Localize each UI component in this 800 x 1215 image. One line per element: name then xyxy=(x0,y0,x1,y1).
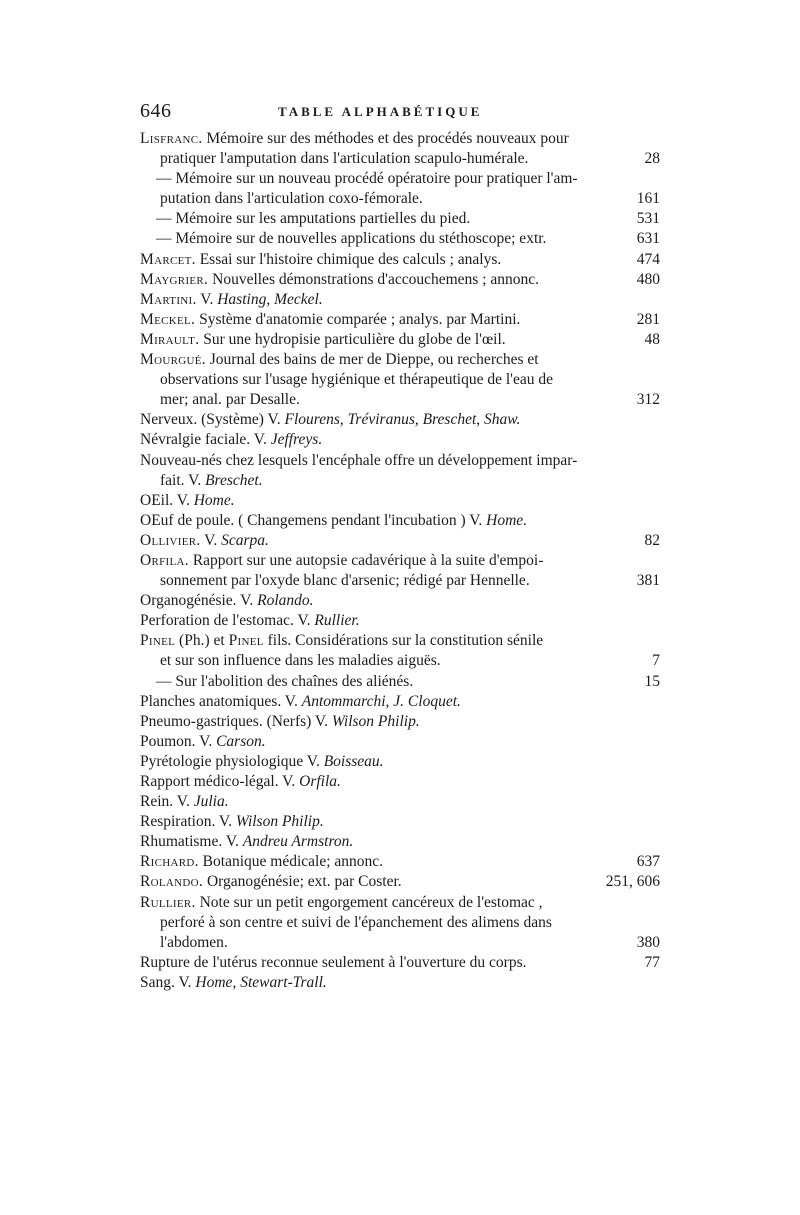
index-line-text xyxy=(160,472,263,489)
entry-text: Rupture de l'utérus reconnue seulement à l'ouverture du corps. xyxy=(140,953,527,971)
index-line-text xyxy=(140,431,322,448)
index-line-text xyxy=(140,492,235,509)
index-line xyxy=(140,692,660,712)
index-line-text xyxy=(140,331,506,348)
entry-text: Sang. V. xyxy=(140,973,196,991)
page-reference: 82 xyxy=(644,531,660,549)
entry-text: Organogénésie. V. xyxy=(140,592,258,610)
entry-reference: J. Cloquet. xyxy=(393,692,461,710)
index-line xyxy=(140,290,660,310)
index-line-text xyxy=(160,371,553,388)
index-line xyxy=(140,430,660,450)
entry-author: Rullier. xyxy=(140,893,196,911)
entry-text: Poumon. V. xyxy=(140,732,217,750)
entry-text: — Mémoire sur un nouveau procédé opératoire pour pratiquer l'am- xyxy=(156,170,578,188)
index-line xyxy=(140,651,660,671)
index-line-text xyxy=(160,150,528,167)
index-line xyxy=(140,270,660,290)
entry-text: Note sur un petit engorgement cancéreux de l'estomac , xyxy=(199,893,543,911)
entry-text: Organogénésie; ext. par Coster. xyxy=(206,873,402,891)
entry-text: Planches anatomiques. V. xyxy=(140,692,302,710)
index-line xyxy=(140,852,660,872)
index-line xyxy=(140,832,660,852)
entry-reference: Wilson Philip. xyxy=(331,712,420,730)
entry-author: Lisfranc. xyxy=(140,130,203,147)
index-line-text xyxy=(140,974,327,991)
index-line-text xyxy=(140,733,266,750)
entry-reference: Meckel. xyxy=(274,290,323,308)
index-line-text xyxy=(140,813,324,830)
entry-author: Mirault. xyxy=(140,330,200,348)
page-reference: 251, 606 xyxy=(605,873,660,891)
index-line xyxy=(140,792,660,812)
index-line xyxy=(140,129,660,149)
entry-author: Ollivier. xyxy=(140,531,201,549)
entry-text: Botanique médicale; annonc. xyxy=(202,853,384,871)
entry-reference: Flourens xyxy=(284,411,340,429)
index-line-text xyxy=(160,190,423,207)
entry-text: Névralgie faciale. V. xyxy=(140,431,271,449)
entry-reference: Breschet. xyxy=(205,471,263,489)
entry-reference: Tréviranus xyxy=(347,411,415,429)
entry-text: Système d'anatomie comparée ; analys. par Martini. xyxy=(199,310,521,328)
entry-reference: Home xyxy=(195,973,233,991)
page-reference: 474 xyxy=(636,250,660,268)
entry-text: pratiquer l'amputation dans l'articulation scapulo-humérale. xyxy=(160,150,529,168)
index-line-text xyxy=(160,391,300,408)
index-line xyxy=(140,752,660,772)
index-line-text xyxy=(156,170,578,187)
index-line xyxy=(140,330,660,350)
index-line-text xyxy=(140,853,383,870)
entry-author: Meckel. xyxy=(140,310,196,328)
entry-text: , xyxy=(232,973,241,991)
entry-text: Rapport sur une autopsie cadavérique à la suite d'empoi- xyxy=(192,551,544,569)
index-line xyxy=(140,551,660,571)
index-line-text xyxy=(140,411,520,428)
index-line xyxy=(140,491,660,511)
entry-text: V. xyxy=(200,290,218,308)
index-line-text xyxy=(140,713,420,730)
index-line xyxy=(140,410,660,430)
page-reference: 281 xyxy=(636,310,660,328)
entry-text: Perforation de l'estomac. V. xyxy=(140,612,315,630)
index-line xyxy=(140,611,660,631)
entry-reference: Orfila. xyxy=(299,773,341,790)
index-line-text xyxy=(140,452,577,469)
index-line-text xyxy=(140,311,520,328)
index-line-text xyxy=(140,291,323,308)
entry-text: Pneumo-gastriques. (Nerfs) V. xyxy=(140,712,332,730)
index-line-text xyxy=(140,592,314,609)
index-line xyxy=(140,893,660,913)
index-line xyxy=(140,872,660,892)
index-line xyxy=(140,149,660,169)
page-reference: 48 xyxy=(644,330,660,348)
page-reference: 161 xyxy=(636,190,660,208)
entry-text: Mémoire sur des méthodes et des procédés nouveaux pour xyxy=(206,130,569,147)
entry-reference: Breschet xyxy=(422,411,477,429)
index-line xyxy=(140,471,660,491)
entry-text: , xyxy=(266,290,275,308)
entry-author: Martini. xyxy=(140,290,197,308)
index-line-text xyxy=(156,210,470,227)
index-line-text xyxy=(140,251,501,268)
entry-reference: Boisseau. xyxy=(323,752,384,770)
entry-text: Pyrétologie physiologique V. xyxy=(140,752,324,770)
index-line xyxy=(140,511,660,531)
index-line xyxy=(140,310,660,330)
index-line xyxy=(140,390,660,410)
entry-text: — Sur l'abolition des chaînes des aliénés. xyxy=(156,672,414,690)
page-reference: 480 xyxy=(636,270,660,288)
page-number: 646 xyxy=(140,100,172,122)
index-line-text xyxy=(140,873,402,890)
entry-reference: Shaw. xyxy=(484,411,521,429)
entry-author: Marcet. xyxy=(140,250,196,268)
index-line xyxy=(140,350,660,370)
index-line-text xyxy=(140,773,341,790)
index-line xyxy=(140,712,660,732)
entry-text: fait. V. xyxy=(160,471,206,489)
page-reference: 631 xyxy=(636,230,660,248)
entry-text: perforé à son centre et suivi de l'épanchement des alimens dans xyxy=(160,913,552,931)
index-line-text xyxy=(160,652,441,669)
index-line xyxy=(140,953,660,973)
index-line-text xyxy=(160,914,552,931)
index-line-text xyxy=(140,954,527,971)
entry-reference: Scarpa. xyxy=(221,531,269,549)
entry-text: V. xyxy=(204,531,222,549)
entry-author: Maygrier. xyxy=(140,270,209,288)
entry-reference: Hasting xyxy=(217,290,267,308)
entry-text: OEuf de poule. ( Changemens pendant l'incubation ) V. xyxy=(140,511,487,529)
index-line xyxy=(140,772,660,792)
entry-text: Sur une hydropisie particulière du globe de l'œil. xyxy=(203,330,506,348)
entry-reference: Home. xyxy=(193,491,235,509)
index-line-text xyxy=(140,753,384,770)
page-reference: 380 xyxy=(636,933,660,951)
index-line-text xyxy=(140,632,543,649)
entry-reference: Wilson Philip. xyxy=(235,813,324,831)
entry-text: sonnement par l'oxyde blanc d'arsenic; rédigé par Hennelle. xyxy=(160,572,530,590)
entry-text: Rapport médico-légal. V. xyxy=(140,773,300,790)
page-reference: 381 xyxy=(636,572,660,590)
entry-author: Mourgué. xyxy=(140,351,206,369)
index-line xyxy=(140,531,660,551)
entry-reference: Rolando. xyxy=(257,592,314,610)
page-reference: 28 xyxy=(644,150,660,168)
entry-text: fils. Considérations sur la constitution sénile xyxy=(263,632,544,650)
entry-text: observations sur l'usage hygiénique et thérapeutique de l'eau de xyxy=(160,371,553,389)
entry-text: Respiration. V. xyxy=(140,813,236,831)
index-line-text xyxy=(140,351,539,368)
entry-reference: Jeffreys. xyxy=(270,431,323,449)
index-line-text xyxy=(160,934,228,951)
entry-reference: Home. xyxy=(486,511,528,529)
index-line-text xyxy=(140,271,539,288)
entry-author: Richard. xyxy=(140,853,199,871)
index-list xyxy=(140,129,660,993)
entry-text: Journal des bains de mer de Dieppe, ou recherches et xyxy=(209,351,539,369)
entry-text: , xyxy=(339,411,348,429)
entry-text: et sur son influence dans les maladies aiguës. xyxy=(160,652,441,670)
entry-text: Nouvelles démonstrations d'accouchemens ; annonc. xyxy=(212,270,540,288)
entry-text: Nerveux. (Système) V. xyxy=(140,411,285,429)
entry-text: (Ph.) et xyxy=(179,632,229,650)
index-line xyxy=(140,913,660,933)
entry-text: putation dans l'articulation coxo-fémorale. xyxy=(160,190,423,208)
entry-author: Pinel xyxy=(140,632,176,650)
entry-author: Orfila. xyxy=(140,551,189,569)
page-reference: 531 xyxy=(636,210,660,228)
entry-text: Essai sur l'histoire chimique des calculs ; analys. xyxy=(199,250,502,268)
index-line xyxy=(140,933,660,953)
index-line xyxy=(140,672,660,692)
entry-text: l'abdomen. xyxy=(160,933,228,951)
page-reference: 15 xyxy=(644,672,660,690)
index-line-text xyxy=(140,552,543,569)
index-line xyxy=(140,189,660,209)
entry-text: Pinel xyxy=(228,632,264,650)
entry-reference: Rullier. xyxy=(314,612,360,630)
index-line-text xyxy=(160,572,530,589)
index-line-text xyxy=(140,833,353,850)
index-line xyxy=(140,591,660,611)
entry-text: Rein. V. xyxy=(140,793,194,811)
index-line xyxy=(140,169,660,189)
entry-text: , xyxy=(476,411,485,429)
entry-text: mer; anal. par Desalle. xyxy=(160,391,300,409)
index-line-text xyxy=(140,612,360,629)
index-line-text xyxy=(140,532,269,549)
page-reference: 77 xyxy=(644,953,660,971)
index-line xyxy=(140,250,660,270)
index-line-text xyxy=(140,894,543,911)
entry-text: Rhumatisme. V. xyxy=(140,833,243,851)
index-line-text xyxy=(140,693,461,710)
entry-reference: Julia. xyxy=(193,793,229,811)
index-line xyxy=(140,451,660,471)
entry-reference: Antommarchi xyxy=(301,692,386,710)
entry-text: — Mémoire sur de nouvelles applications du stéthoscope; extr. xyxy=(156,230,547,248)
index-line-text xyxy=(156,230,546,247)
index-line-text xyxy=(156,673,413,690)
index-line xyxy=(140,812,660,832)
index-line xyxy=(140,370,660,390)
entry-reference: Carson. xyxy=(216,732,266,750)
page-reference: 7 xyxy=(652,652,660,670)
index-line xyxy=(140,732,660,752)
index-line xyxy=(140,209,660,229)
page-reference: 637 xyxy=(636,853,660,871)
entry-reference: Andreu Armstron. xyxy=(242,833,354,851)
page-header xyxy=(140,100,660,126)
entry-text: Nouveau-nés chez lesquels l'encéphale offre un développement impar- xyxy=(140,451,578,469)
index-line xyxy=(140,631,660,651)
entry-text: , xyxy=(414,411,423,429)
entry-author: Rolando. xyxy=(140,873,204,891)
index-line-text xyxy=(140,793,229,810)
index-line-text xyxy=(140,512,527,529)
page-reference: 312 xyxy=(636,391,660,409)
index-line-text xyxy=(140,130,569,147)
entry-text: , xyxy=(385,692,394,710)
running-head: TABLE ALPHABÉTIQUE xyxy=(278,104,483,119)
index-line xyxy=(140,571,660,591)
index-line xyxy=(140,973,660,993)
entry-text: — Mémoire sur les amputations partielles du pied. xyxy=(156,210,471,228)
index-line xyxy=(140,229,660,249)
entry-reference: Stewart-Trall. xyxy=(240,973,327,991)
entry-text: OEil. V. xyxy=(140,491,194,509)
